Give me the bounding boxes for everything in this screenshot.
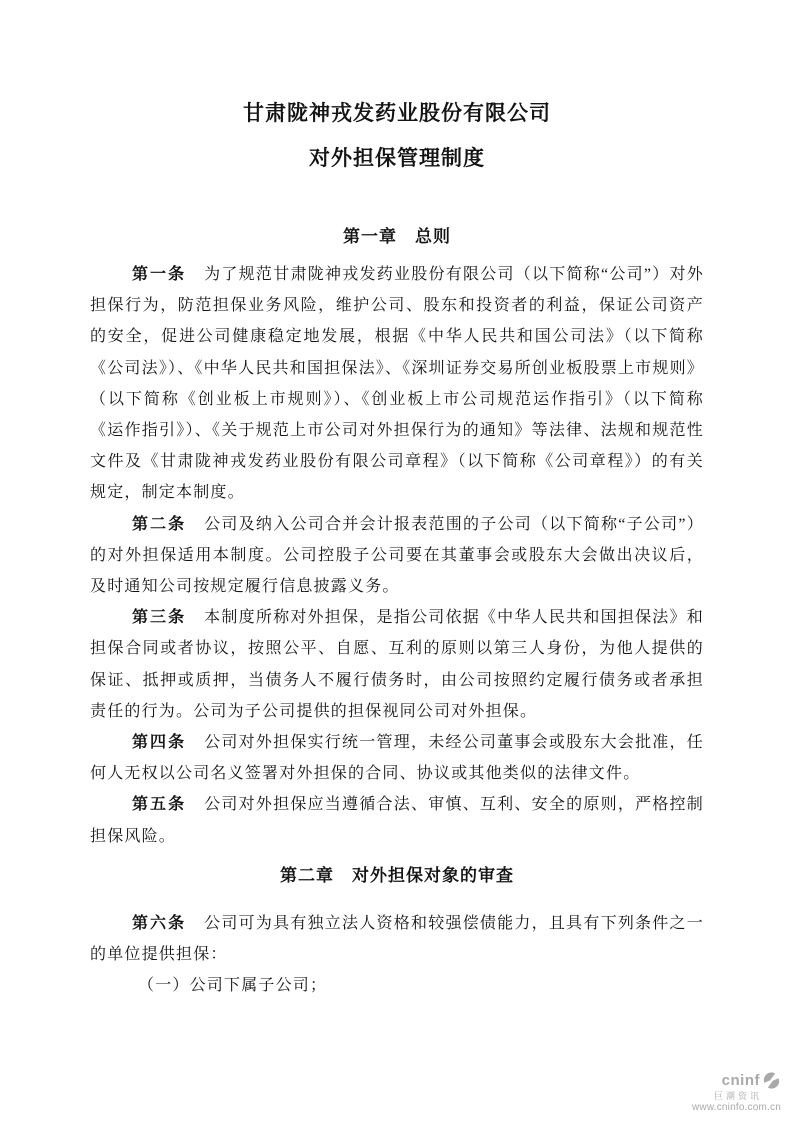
chapter-1-heading: 第一章 总则 — [343, 227, 451, 246]
chapter-2-heading: 第二章 对外担保对象的审查 — [280, 865, 514, 885]
document-title-company: 甘肃陇神戎发药业股份有限公司 — [243, 101, 551, 125]
article-1-text: 为了规范甘肃陇神戎发药业股份有限公司（以下简称“公司”）对外担保行为，防范担保业务风险，维护公司、股东和投资者的利益，保证公司资产的安全，促进公司健康稳定地发展，根据《中华人民共和国公司法》（以下简称《公司法》）、《中华人民共和国担保法》、《深圳证券交易所创业板股票上市规则》（以下简称《创业板上市规则》）、《创业板上市公司规范运作指引》（以下简称《运作指引》）、《关于规范上市公司对外担保行为的通知》等法律、法规和规范性文件及《甘肃陇神戎发药业股份有限公司章程》（以下简称《公司章程》）的有关规定，制定本制度。 — [90, 266, 704, 502]
article-4-label: 第四条 — [132, 734, 187, 752]
article-6-text: 公司可为具有独立法人资格和较强偿债能力，且具有下列条件之一的单位提供担保： — [90, 914, 704, 964]
article-3 — [90, 602, 704, 727]
article-1 — [90, 259, 704, 509]
document-body — [90, 0, 704, 1001]
cninfo-chinese-name: 巨潮资讯 — [713, 1091, 762, 1101]
cninfo-logo-row — [692, 1071, 781, 1090]
article-2 — [90, 509, 704, 603]
article-3-text: 本制度所称对外担保，是指公司依据《中华人民共和国担保法》和担保合同或者协议，按照公平、自愿、互利的原则以第三人身份，为他人提供的保证、抵押或质押，当债务人不履行债务时，由公司按照约定履行债务或者承担责任的行为。公司为子公司提供的担保视同公司对外担保。 — [90, 609, 704, 720]
article-6-label: 第六条 — [132, 914, 187, 932]
article-3-label: 第三条 — [132, 609, 187, 627]
article-2-text: 公司及纳入公司合并会计报表范围的子公司（以下简称“子公司”）的对外担保适用本制度。公司控股子公司要在其董事会或股东大会做出决议后，及时通知公司按规定履行信息披露义务。 — [90, 515, 704, 596]
cninfo-watermark — [692, 1071, 781, 1113]
cninfo-url: www.cninfo.com.cn — [692, 1102, 781, 1113]
article-6 — [90, 908, 704, 970]
article-5 — [90, 789, 704, 851]
cninfo-logo-icon — [762, 1071, 781, 1090]
article-6-item-1: （一）公司下属子公司； — [138, 977, 328, 995]
article-2-label: 第二条 — [132, 515, 187, 533]
article-5-text: 公司对外担保应当遵循合法、审慎、互利、安全的原则，严格控制担保风险。 — [90, 796, 704, 845]
cninfo-brand-text: cninf — [721, 1072, 760, 1089]
article-1-label: 第一条 — [132, 266, 187, 283]
article-4-text: 公司对外担保实行统一管理，未经公司董事会或股东大会批准，任何人无权以公司名义签署对外担保的合同、协议或其他类似的法律文件。 — [90, 734, 704, 783]
document-title-subject: 对外担保管理制度 — [309, 146, 485, 170]
article-5-label: 第五条 — [132, 796, 187, 814]
article-4 — [90, 727, 704, 789]
